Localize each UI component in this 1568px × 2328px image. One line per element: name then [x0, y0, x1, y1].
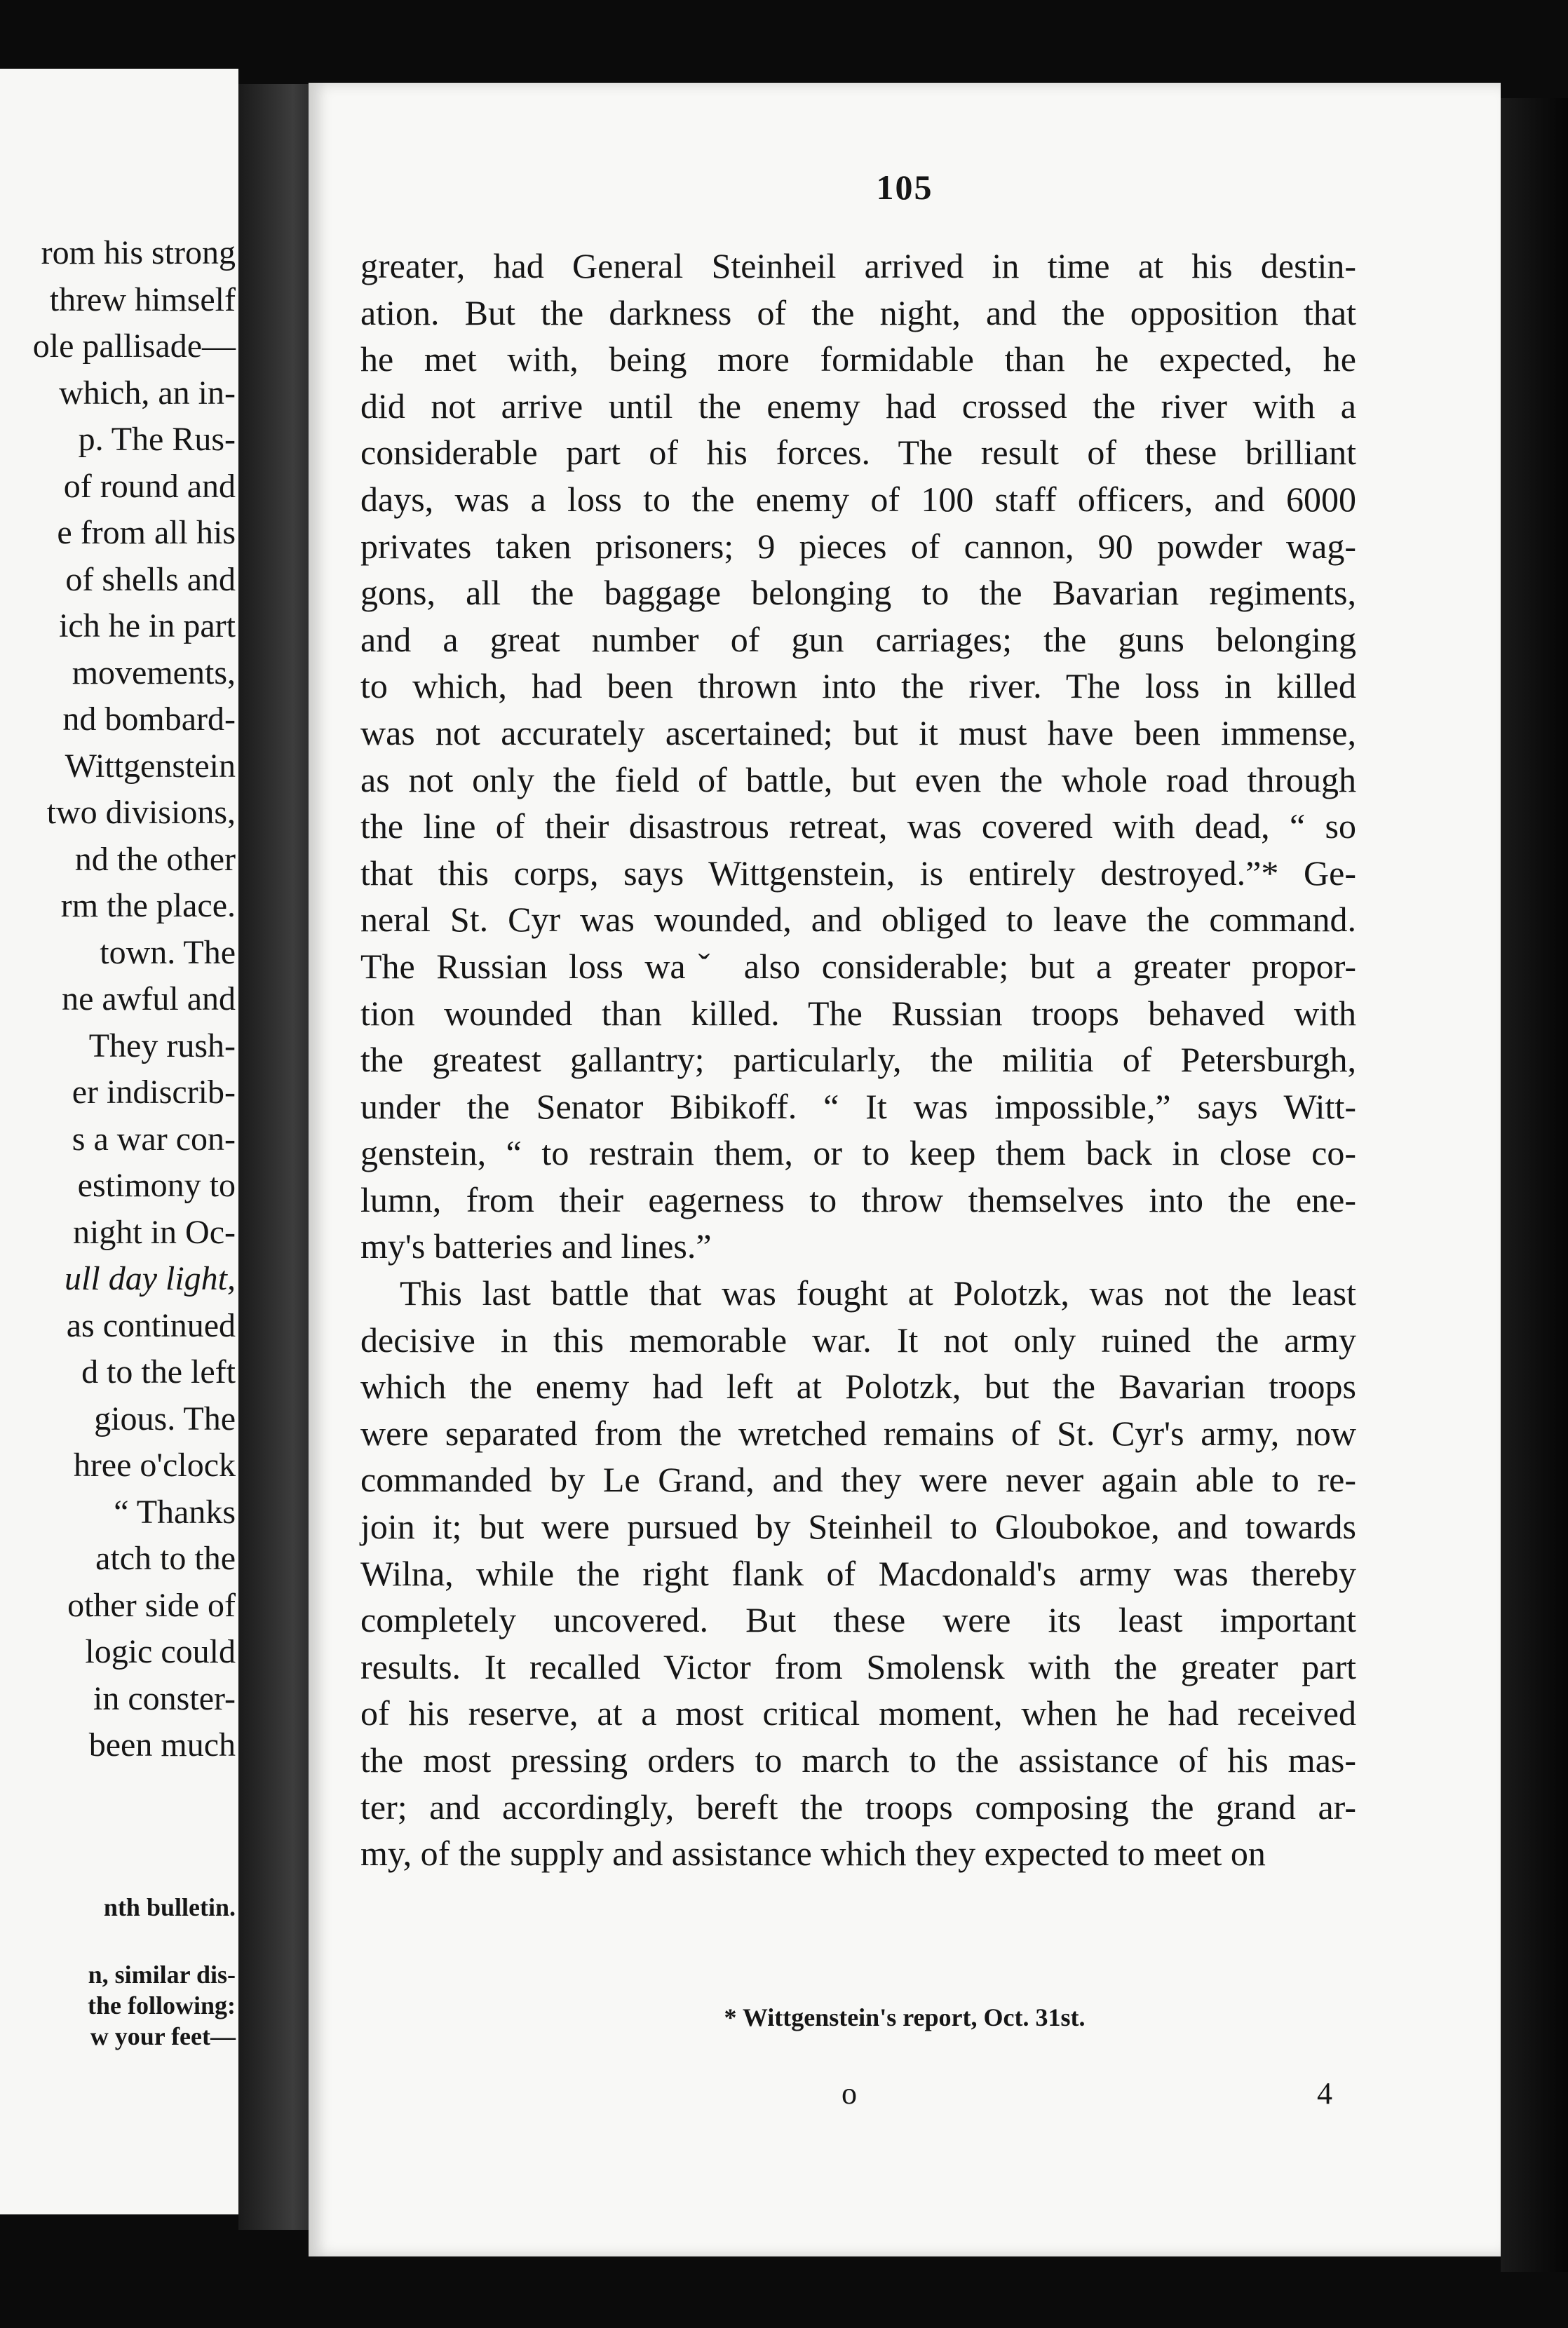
text-line: This last battle that was fought at Polotzk, was not the least [400, 1273, 1356, 1313]
text-line: my's batteries and lines.” [360, 1226, 712, 1266]
left-text-line: They rush- [88, 1027, 236, 1064]
footnote-spacer [7, 1923, 238, 1959]
left-text-line: night in Oc- [73, 1213, 236, 1251]
text-line: days, was a loss to the enemy of 100 staff officers, and 6000 [360, 479, 1356, 519]
text-line: the most pressing orders to march to the assistance of his mas- [360, 1740, 1356, 1780]
left-text-line: p. The Rus- [78, 421, 236, 458]
text-line: as not only the field of battle, but even the whole road through [360, 759, 1356, 799]
text-line: neral St. Cyr was wounded, and obliged to leave the command. [360, 900, 1356, 940]
left-text-line: nd the other [74, 840, 236, 878]
left-text-line: “ Thanks [114, 1493, 236, 1531]
text-line: join it; but were pursued by Steinheil to Gloubokoe, and towards [360, 1507, 1356, 1547]
left-text-line: nd bombard- [62, 701, 236, 738]
left-text-line: Wittgenstein [65, 747, 236, 785]
left-facing-page [0, 69, 238, 2214]
text-line: and a great number of gun carriages; the guns belonging [360, 619, 1356, 659]
text-line: were separated from the wretched remains of St. Cyr's army, now [360, 1413, 1356, 1453]
left-text-line: as continued [66, 1306, 236, 1344]
left-text-line: ne awful and [62, 980, 236, 1017]
text-line: of his reserve, at a most critical moment, when he had received [360, 1693, 1356, 1733]
signature-marks [842, 2076, 1332, 2111]
text-line: that this corps, says Wittgenstein, is entirely destroyed.”* Ge- [360, 853, 1356, 893]
text-line: commanded by Le Grand, and they were never again able to re- [360, 1460, 1356, 1500]
text-line: under the Senator Bibikoff. “ It was impossible,” says Witt- [360, 1086, 1356, 1126]
left-footnote-line: n, similar dis- [88, 1961, 236, 1989]
left-text-line: gious. The [94, 1400, 236, 1437]
left-text-line: rm the place. [60, 887, 236, 924]
text-line: considerable part of his forces. The result of these brilliant [360, 433, 1356, 473]
signature-mark-right: 4 [1317, 2076, 1332, 2111]
text-line: ter; and accordingly, bereft the troops composing the grand ar- [360, 1787, 1356, 1827]
book-page [309, 83, 1501, 2256]
left-text-line: atch to the [95, 1540, 236, 1577]
body-text [360, 243, 1356, 1877]
text-line: privates taken prisoners; 9 pieces of cannon, 90 powder wag- [360, 526, 1356, 566]
left-text-line: other side of [67, 1586, 236, 1624]
text-line: which the enemy had left at Polotzk, but the Bavarian troops [360, 1367, 1356, 1407]
left-text-line: er indiscrib- [72, 1074, 236, 1111]
text-line: lumn, from their eagerness to throw themselves into the ene- [360, 1179, 1356, 1219]
left-text-line: in conster- [93, 1679, 236, 1717]
left-text-line: threw himself [49, 280, 236, 318]
left-text-line: ich he in part [59, 607, 236, 644]
left-text-line: ole pallisade— [32, 327, 236, 365]
left-text-line: two divisions, [46, 794, 236, 831]
text-line: was not accurately ascertained; but it must have been immense, [360, 712, 1356, 752]
left-page-footnote [7, 1892, 238, 2052]
page-number: 105 [876, 168, 933, 207]
footnote: * Wittgenstein's report, Oct. 31st. [724, 2003, 1086, 2031]
left-text-line: logic could [85, 1633, 236, 1670]
text-line: the greatest gallantry; particularly, the militia of Petersburgh, [360, 1040, 1356, 1080]
left-page-text [7, 230, 238, 1769]
text-line: results. It recalled Victor from Smolensk with the greater part [360, 1646, 1356, 1686]
left-text-line: of round and [63, 467, 236, 505]
text-line: my, of the supply and assistance which they expected to meet on [360, 1834, 1266, 1874]
text-line: greater, had General Steinheil arrived in time at his destin- [360, 246, 1356, 285]
signature-mark-left: o [842, 2076, 857, 2111]
text-line: completely uncovered. But these were its least important [360, 1600, 1356, 1640]
text-line: genstein, “ to restrain them, or to keep them back in close co- [360, 1133, 1356, 1173]
text-line: gons, all the baggage belonging to the Bavarian regiments, [360, 573, 1356, 613]
left-footnote-line: nth bulletin. [103, 1893, 236, 1921]
text-line: tion wounded than killed. The Russian troops behaved with [360, 993, 1356, 1033]
left-text-line: e from all his [57, 514, 236, 551]
left-text-line: movements, [72, 654, 236, 691]
left-text-line: d to the left [81, 1353, 236, 1390]
left-text-line: of shells and [65, 560, 236, 598]
left-text-line: rom his strong [41, 234, 236, 271]
left-text-line: hree o'clock [73, 1447, 236, 1484]
left-text-line: s a war con- [72, 1120, 236, 1158]
text-line: he met with, being more formidable than he expected, he [360, 339, 1356, 379]
text-line: decisive in this memorable war. It not only ruined the army [360, 1320, 1356, 1360]
left-text-line: town. The [100, 933, 236, 971]
text-line: The Russian loss waˇ also considerable; but a greater propor- [360, 946, 1356, 986]
left-text-line: which, an in- [59, 374, 236, 412]
text-line: to which, had been thrown into the river. The loss in killed [360, 666, 1356, 706]
left-text-line: been much [88, 1726, 236, 1764]
page-edge-shadow [1501, 98, 1568, 2272]
text-line: Wilna, while the right flank of Macdonald's army was thereby [360, 1553, 1356, 1593]
text-line: ation. But the darkness of the night, and the opposition that [360, 292, 1356, 332]
left-text-line: estimony to [77, 1167, 236, 1204]
text-line: did not arrive until the enemy had crossed the river with a [360, 386, 1356, 426]
left-text-line: ull day light, [65, 1260, 236, 1297]
text-line: the line of their disastrous retreat, was covered with dead, “ so [360, 806, 1356, 846]
left-footnote-line: w your feet— [90, 2022, 236, 2050]
left-footnote-line: the following: [88, 1991, 236, 2019]
